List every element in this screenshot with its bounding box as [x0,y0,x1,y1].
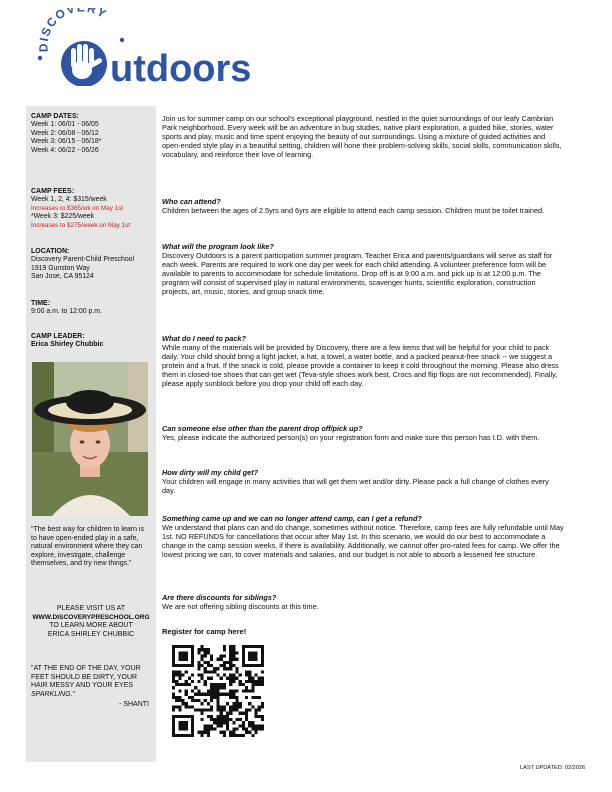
faq-question: How dirty will my child get? [162,468,259,477]
faq-question: What will the program look like? [162,242,274,251]
visit-line: TO LEARN MORE ABOUT [49,622,133,630]
leader-heading: CAMP LEADER: [31,333,85,340]
shanti-quote-emphasis: SPARKLING [31,690,71,698]
faq-program [162,242,564,297]
week-2-dates: Week 2: 06/08 - 06/12 [31,129,99,137]
faq-question: Who can attend? [162,197,221,206]
intro-paragraph [162,114,564,159]
week-1-dates: Week 1: 06/01 - 06/05 [31,121,99,129]
faq-question: Something came up and we can no longer attend camp, can I get a refund? [162,514,422,523]
location-section [31,248,155,282]
fee-1-increase-note: Increases to $365/wk on May 1st [31,204,124,212]
last-updated: LAST UPDATED: 02/2026 [520,765,586,771]
shanti-quote-text: "AT THE END OF THE DAY, YOUR FEET SHOULD BE DIRTY, YOUR HAIR MESSY AND YOUR EYES [31,665,141,690]
faq-dirty [162,468,564,495]
fee-2-increase-note: Increases to $275/week on May 1st [31,221,131,229]
logo-word-outdoors: utdoors [110,48,252,86]
faq-answer: Yes, please indicate the authorized person(s) on your registration form and make sure this person has I.D. with them. [162,433,540,443]
faq-question: Can someone else other than the parent drop off/pick up? [162,424,363,433]
faq-answer: We are not offering sibling discounts at this time. [162,602,319,612]
camp-fees-section [31,188,155,230]
register-link[interactable]: Register for camp here! [162,627,247,636]
time-heading: TIME: [31,300,51,307]
faq-answer: Children between the ages of 2.5yrs and 6yrs are eligible to attend each camp session. Children must be toilet trained. [162,206,545,216]
camp-dates-heading: CAMP DATES: [31,113,79,120]
faq-answer: While many of the materials will be provided by Discovery, there are a few items that will be helpful for your child to pack daily. Your child should bring a light jacket, a hat, a towel, a water bottle, and a packed peanut-free snack -- we suggest a protein and a fruit. If the snack is cold, please provide a container to keep it cold throughout the morning. Please also dress them in closed-toe shoes that can get wet (Teva-style shoes work best, Crocs and flip flops are not recommended). Finally, please apply sunblock before you drop your child off each day. [162,343,559,389]
leader-section [31,333,155,350]
week-3-dates: Week 3: 06/15 - 06/18* [31,138,102,146]
shanti-quote-end: ." [70,690,75,698]
visit-line: ERICA SHIRLEY CHUBBIC [47,630,135,638]
shanti-attribution: - SHANTI [119,701,149,709]
faq-answer: Discovery Outdoors is a parent participation summer program. Teacher Erica and parents/guardians will serve as staff for each week. Parents are required to work one day per week for each child attending. A volunteer preference form will be available to parents to accommodate for schedule limitations. Drop off is at 9:00 a.m. and pick up is at 12:00 p.m. The program will consist of supervised play in natural environments, scavenger hunts, scientific exploration, construction projects, art, music, stories, and group snack time. [162,251,553,297]
discovery-outdoors-logo [34,8,274,86]
time-value: 9:00 a.m. to 12:00 p.m. [31,308,102,316]
faq-packing [162,334,564,389]
faq-answer: We understand that plans can and do change, sometimes without notice. Therefore, camp fees are fully refundable until May 1st. NO REFUNDS for cancellations that occur after May 1st. In this scenario, we would do our best to accommodate a change in the camp session weeks, if there is availability. Additionally, we cannot offer pro-rated fees for camp. We offer the lowest pricing we can, to cover materials and salaries, and our budget is not able to absorb a lessened fee structure. [162,523,564,560]
location-line: Discovery Parent-Child Preschool [31,256,135,264]
leader-quote: "The best way for children to learn is to have open-ended play in a safe, natural environment where they can explore, investigate, challenge themselves, and try new things." [31,526,144,568]
location-line: 1919 Gunston Way [31,264,90,272]
visit-line: PLEASE VISIT US AT [56,605,126,612]
faq-who-can-attend [162,197,564,215]
time-section [31,300,155,317]
faq-siblings [162,593,564,611]
camp-dates-section [31,113,155,155]
fee-weeks-1-2-4: Week 1, 2, 4: $315/week [31,196,107,204]
faq-refund [162,514,564,559]
shanti-quote-block [31,665,153,710]
visit-us-block [28,605,154,639]
leader-name: Erica Shirley Chubbic [31,341,104,349]
week-4-dates: Week 4: 06/22 - 06/26 [31,146,99,154]
faq-drop-off [162,424,564,442]
qr-code-icon[interactable] [172,645,264,737]
location-heading: LOCATION: [31,248,70,255]
shanti-quote [31,665,153,699]
handprint-logo-icon [34,8,274,86]
faq-answer: Your children will engage in many activities that will get them wet and/or dirty. Please pack a full change of clothes every day. [162,477,549,496]
intro-text: Join us for summer camp on our school's exceptional playground, nestled in the quiet surroundings of our leafy Cambrian Park neighborhood. Every week will be an adventure in bug studies, native plant exploration, a guided hike, stories, water sports and play, music and time spent enjoying the beauty of our surroundings. Using a mixture of guided activities and open-ended style play in a beautiful setting, children will hone their problem-solving skills, social skills, communication skills, vocabulary, and reinforce their love of learning. [162,114,562,160]
faq-question: Are there discounts for siblings? [162,593,277,602]
website-link[interactable]: WWW.DISCOVERYPRESCHOOL.ORG [32,613,150,621]
faq-question: What do I need to pack? [162,334,246,343]
location-line: San Jose, CA 95124 [31,273,94,281]
camp-fees-heading: CAMP FEES: [31,188,75,195]
logo-word-discovery: DISCOV RY [36,8,110,53]
leader-photo [32,362,148,516]
fee-week-3: *Week 3: $225/week [31,213,95,221]
